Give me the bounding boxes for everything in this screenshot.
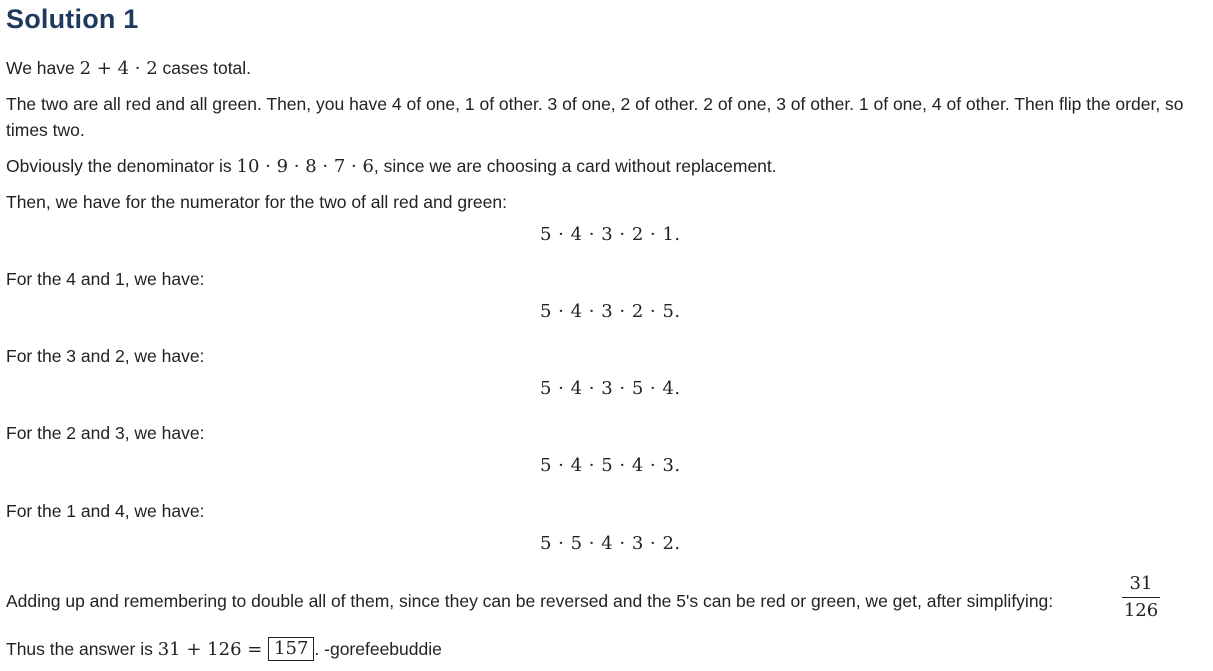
display-equation-2: 5 · 4 · 3 · 2 · 5. [540, 301, 681, 322]
signature-text: . -gorefeebuddie [314, 639, 442, 659]
paragraph-adding-up: Adding up and remembering to double all of them, since they can be reversed and the 5's can be red or green, we get, after simplifying: [6, 591, 1054, 611]
text: cases total. [157, 58, 252, 78]
paragraph-numerator-intro: Then, we have for the numerator for the two of all red and green: [6, 192, 507, 212]
text: Obviously the denominator is [6, 156, 237, 176]
display-equation-1: 5 · 4 · 3 · 2 · 1. [540, 224, 681, 245]
boxed-answer: 157 [268, 637, 314, 661]
fraction-result [1122, 572, 1160, 623]
paragraph-case-explanation: The two are all red and all green. Then, you have 4 of one, 1 of other. 3 of one, 2 of other. 2 of one, 3 of other. 1 of one, 4 of other. Then flip the order, so times two. [6, 94, 1184, 140]
text: Thus the answer is [6, 639, 158, 659]
paragraph-case-3-2: For the 3 and 2, we have: [6, 346, 205, 366]
paragraph-answer [6, 636, 442, 663]
paragraph-denominator [6, 153, 777, 180]
solution-heading: Solution 1 [6, 4, 139, 34]
display-equation-4: 5 · 4 · 5 · 4 · 3. [540, 455, 681, 476]
fraction-bar [1122, 597, 1160, 598]
math-expression: 31 + 126 = [157, 639, 269, 660]
text: We have [6, 58, 80, 78]
paragraph-case-2-3: For the 2 and 3, we have: [6, 423, 205, 443]
math-expression: 2 + 4 · 2 [79, 58, 158, 79]
paragraph-cases-total [6, 55, 251, 82]
paragraph-case-4-1: For the 4 and 1, we have: [6, 269, 205, 289]
fraction-denominator: 126 [1123, 600, 1159, 621]
fraction-numerator: 31 [1129, 573, 1153, 594]
math-expression: 10 · 9 · 8 · 7 · 6 [236, 156, 374, 177]
display-equation-3: 5 · 4 · 3 · 5 · 4. [540, 378, 681, 399]
display-equation-5: 5 · 5 · 4 · 3 · 2. [540, 533, 681, 554]
paragraph-case-1-4: For the 1 and 4, we have: [6, 501, 205, 521]
text: , since we are choosing a card without replacement. [373, 156, 777, 176]
